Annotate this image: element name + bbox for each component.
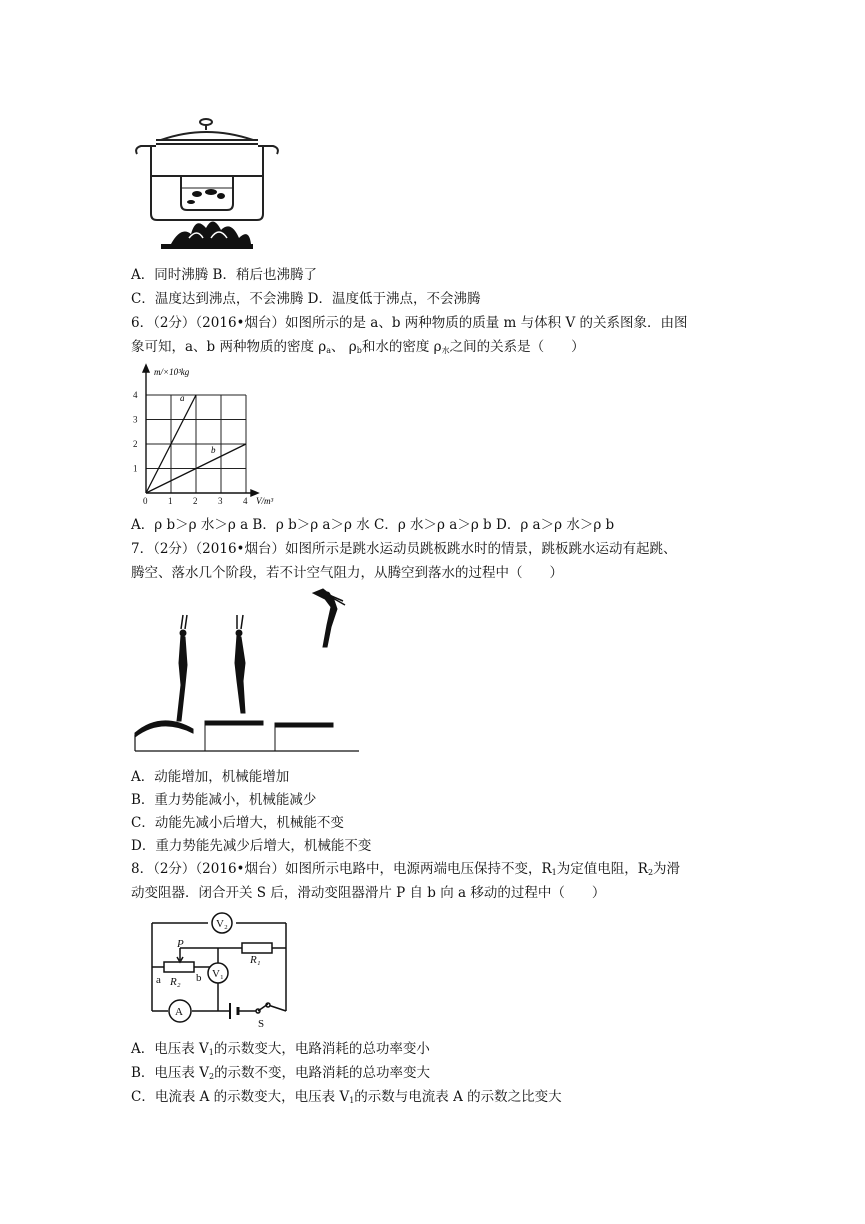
q8-stem-line2: 动变阻器．闭合开关 S 后，滑动变阻器滑片 P 自 b 向 a 移动的过程中（ ） [131,885,606,901]
q8-stem-c: 为滑 [653,861,681,877]
pot-figure [131,116,283,256]
q7-option-d: D．重力势能先减少后增大，机械能不变 [131,838,372,854]
x-tick-label: 2 [193,496,198,506]
switch-label: S [258,1018,265,1030]
a-terminal-label: a [156,974,161,986]
q7-stem-line2: 腾空、落水几个阶段，若不计空气阻力，从腾空到落水的过程中（ ） [131,565,563,581]
q8-stem-b: 为定值电阻，R [556,861,648,877]
q7-option-c: C．动能先减小后增大，机械能不变 [131,815,344,831]
sub-a: a [326,346,331,355]
x-tick-label: 3 [218,496,223,506]
q7-option-a: A．动能增加，机械能增加 [131,769,290,785]
y-axis-label: m/×10³kg [154,367,190,377]
y-tick-label: 3 [133,414,138,425]
sub-v1-c: 1 [349,1096,355,1105]
q6-options: A．ρ b＞ρ 水＞ρ a B．ρ b＞ρ a＞ρ 水 C．ρ 水＞ρ a＞ρ b D．ρ a＞ρ 水＞ρ b [131,517,615,533]
q8-opt-c-text: C．电流表 A 的示数变大，电压表 V [131,1089,350,1105]
q5-option-cd: C．温度达到沸点，不会沸腾 D．温度低于沸点，不会沸腾 [131,291,481,307]
v2-label: V₂ [216,918,228,930]
q8-opt-a-rest: 的示数变大，电路消耗的总功率变小 [213,1041,430,1057]
q6-stem-mid: 、 ρ [331,339,357,355]
sub-v2-b: 2 [208,1072,215,1081]
q6-stem-mid2: 和水的密度 ρ [361,339,442,355]
sub-r1: 1 [551,868,557,877]
q6-stem-end: 之间的关系是（ ） [449,339,585,355]
q7-option-b: B．重力势能减小，机械能减少 [131,792,317,808]
q8-option-a [131,1040,430,1062]
q5-option-ab: A．同时沸腾 B．稍后也沸腾了 [131,267,317,283]
b-terminal-label: b [196,972,202,984]
diver-figure [131,585,361,755]
ammeter-label: A [175,1006,183,1018]
sub-water: 水 [441,346,450,355]
q6-stem-line2 [131,338,585,360]
y-axis-arrow [143,365,149,372]
q8-opt-b-rest: 的示数不变，电路消耗的总功率变大 [214,1065,431,1081]
q8-stem-line1 [131,860,680,882]
q8-stem-a: 8．（2分）（2016•烟台）如图所示电路中，电源两端电压保持不变，R [131,861,552,877]
x-tick-label: 1 [168,496,173,506]
r1-label: R₁ [250,954,261,966]
y-tick-label: 4 [133,390,138,400]
q8-option-b [131,1064,430,1086]
q8-option-c [131,1088,562,1110]
x-tick-label: 0 [143,496,148,506]
q8-opt-a-text: A．电压表 V [131,1041,209,1057]
q7-stem-line1: 7．（2分）（2016•烟台）如图所示是跳水运动员跳板跳水时的情景，跳板跳水运动有起跳、 [131,541,677,557]
y-tick-label: 1 [133,463,138,474]
q6-stem-line1: 6．（2分）（2016•烟台）如图所示的是 a、b 两种物质的质量 m 与体积 V 的关系图象．由图 [131,315,688,331]
sub-v1-a: 1 [208,1048,214,1057]
r2-label: R₂ [170,976,181,988]
line-b-label: b [211,445,216,455]
y-tick-label: 2 [133,439,138,449]
x-tick-label: 4 [243,496,248,506]
x-axis-label: V/m³ [256,496,274,506]
circuit-diagram [138,905,303,1030]
q6-stem-text: 象可知，a、b 两种物质的密度 ρ [131,339,327,355]
q8-opt-b-text: B．电压表 V [131,1065,209,1081]
v1-label: V₁ [212,968,224,980]
mass-volume-graph [128,363,293,508]
sub-b: b [356,346,362,355]
sub-r2: 2 [647,868,654,877]
p-label: P [177,938,184,950]
line-a-label: a [180,393,185,403]
q8-opt-c-rest: 的示数与电流表 A 的示数之比变大 [354,1089,562,1105]
